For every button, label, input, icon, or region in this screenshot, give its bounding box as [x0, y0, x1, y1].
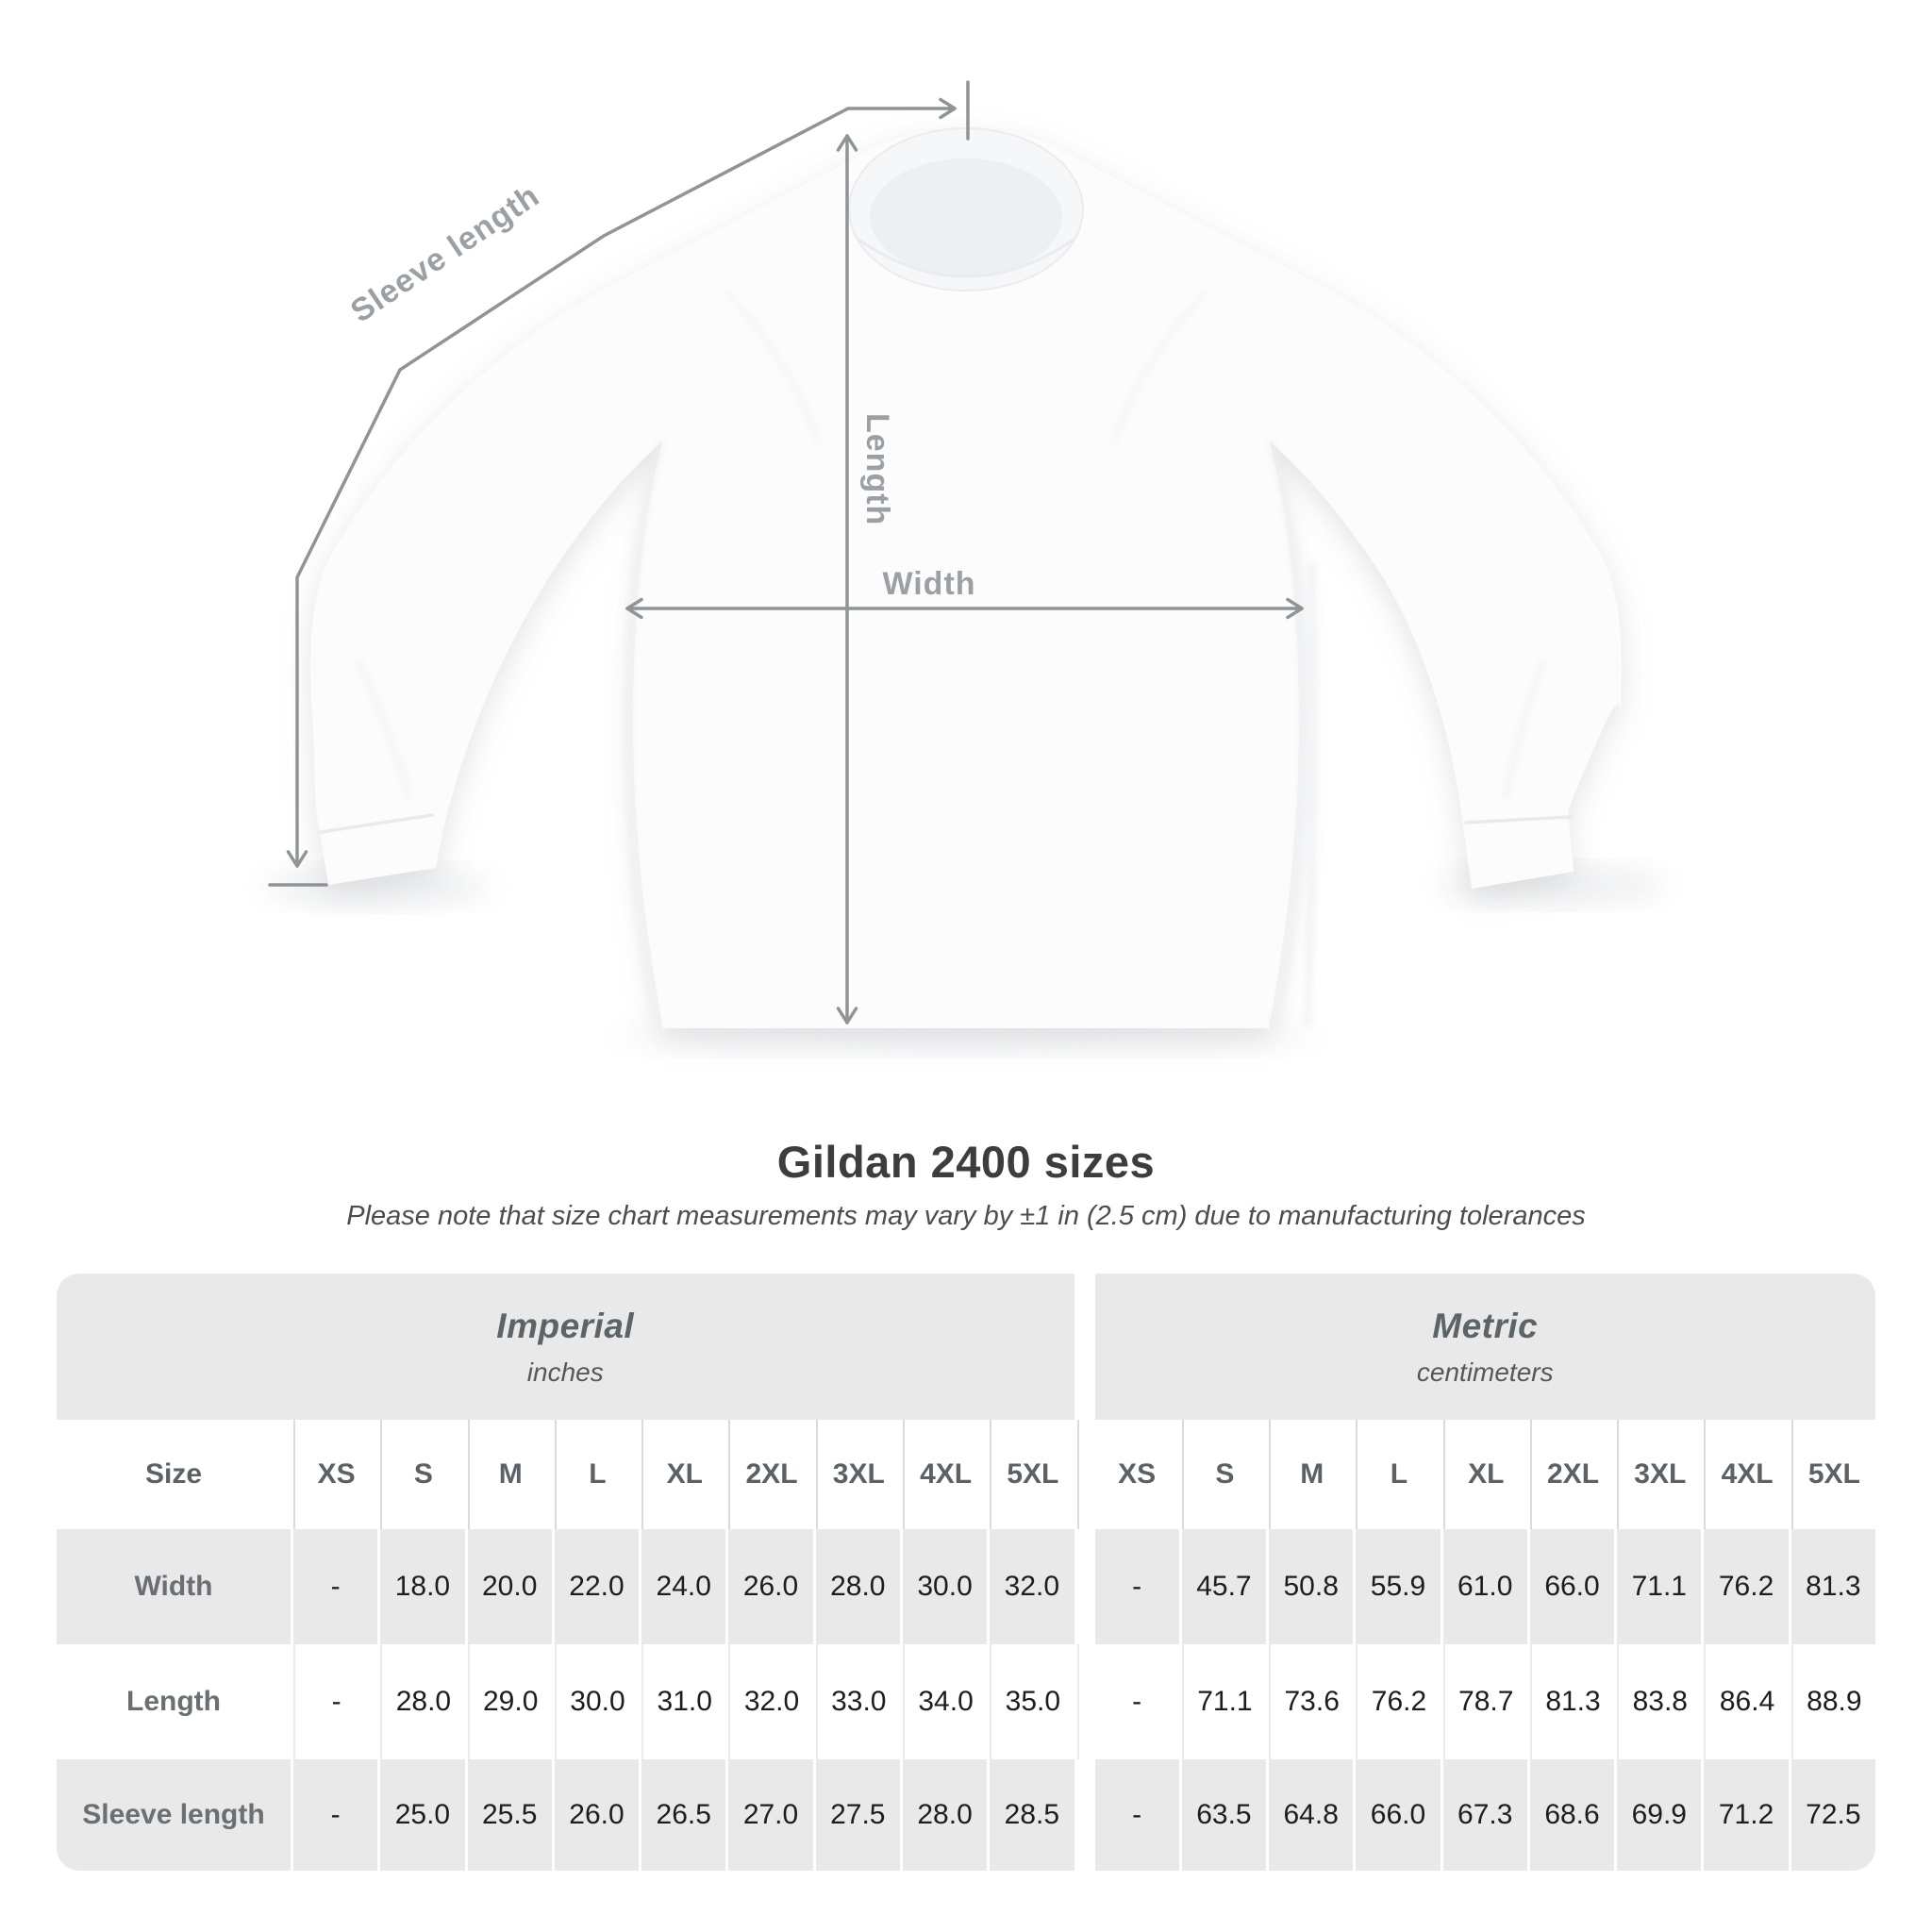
group-divider — [1077, 1529, 1092, 1644]
imperial-header — [57, 1274, 1074, 1420]
size-column-title: Size — [144, 1458, 203, 1490]
imperial-value-cell: 31.0 — [641, 1644, 725, 1759]
size-table-card — [57, 1274, 1875, 1871]
imperial-value-cell: 29.0 — [468, 1644, 552, 1759]
size-col-header: 5XL — [990, 1420, 1074, 1529]
imperial-value-cell: 26.0 — [728, 1529, 812, 1644]
metric-value-cell: 45.7 — [1182, 1529, 1266, 1644]
imperial-value-cell: 32.0 — [990, 1529, 1074, 1644]
measurement-row — [57, 1529, 1875, 1644]
imperial-value-cell: 34.0 — [903, 1644, 987, 1759]
imperial-value-cell: 25.0 — [380, 1759, 464, 1871]
metric-value-cell: 76.2 — [1704, 1529, 1788, 1644]
size-col-header: S — [380, 1420, 464, 1529]
metric-value-cell: 72.5 — [1791, 1759, 1875, 1871]
size-col-header: L — [1356, 1420, 1440, 1529]
metric-value-cell: 66.0 — [1530, 1529, 1614, 1644]
measurement-label: Sleeve length — [57, 1759, 291, 1871]
imperial-value-cell: 25.5 — [468, 1759, 552, 1871]
metric-value-cell: 66.0 — [1356, 1759, 1440, 1871]
width-label: Width — [882, 566, 976, 602]
imperial-value-cell: 22.0 — [555, 1529, 639, 1644]
tolerance-note: Please note that size chart measurements may vary by ±1 in (2.5 cm) due to manufacturing tolerances — [346, 1201, 1586, 1231]
metric-value-cell: 64.8 — [1269, 1759, 1353, 1871]
size-col-header: 4XL — [903, 1420, 987, 1529]
group-divider — [1077, 1759, 1092, 1871]
metric-value-cell: 55.9 — [1356, 1529, 1440, 1644]
metric-value-cell: - — [1095, 1529, 1179, 1644]
metric-value-cell: - — [1132, 1686, 1142, 1717]
size-col-header: 4XL — [1704, 1420, 1788, 1529]
imperial-value-cell: 30.0 — [903, 1529, 987, 1644]
shirt-collar — [849, 128, 1083, 291]
metric-value-cell: 88.9 — [1791, 1644, 1875, 1759]
metric-value-cell: 81.3 — [1791, 1529, 1875, 1644]
metric-value-cell: 68.6 — [1530, 1759, 1614, 1871]
imperial-value-cell: 30.0 — [555, 1644, 639, 1759]
size-col-header: M — [468, 1420, 552, 1529]
size-header-row — [57, 1420, 1875, 1529]
imperial-value-cell: 27.0 — [728, 1759, 812, 1871]
imperial-value-cell: 28.0 — [903, 1759, 987, 1871]
imperial-title: Imperial — [496, 1306, 635, 1345]
imperial-value-cell: - — [293, 1644, 377, 1759]
metric-value-cell: 81.3 — [1530, 1644, 1614, 1759]
group-divider — [1077, 1420, 1092, 1529]
imperial-value-cell: 26.5 — [641, 1759, 725, 1871]
imperial-value-cell: 28.0 — [816, 1529, 900, 1644]
metric-value-cell: 86.4 — [1704, 1644, 1788, 1759]
sleeve-length-label: Sleeve length — [343, 177, 546, 330]
size-col-header: XL — [641, 1420, 725, 1529]
metric-value-cell: - — [1095, 1759, 1179, 1871]
measurement-row — [57, 1759, 1875, 1871]
measurement-rows — [57, 1529, 1875, 1871]
metric-value-cell: 61.0 — [1443, 1529, 1527, 1644]
size-col-header: 3XL — [816, 1420, 900, 1529]
imperial-value-cell: 27.5 — [816, 1759, 900, 1871]
imperial-value-cell: - — [293, 1759, 377, 1871]
imperial-value-cell: 33.0 — [816, 1644, 900, 1759]
metric-value-cell: 63.5 — [1182, 1759, 1266, 1871]
imperial-value-cell: 20.0 — [468, 1529, 552, 1644]
metric-value-cell: 76.2 — [1356, 1644, 1440, 1759]
metric-value-cell: 83.8 — [1617, 1644, 1701, 1759]
metric-value-cell: 69.9 — [1617, 1759, 1701, 1871]
measurement-label: Length — [126, 1686, 221, 1717]
group-divider — [1077, 1644, 1092, 1759]
size-col-header: XS — [1118, 1458, 1157, 1490]
size-col-header: 5XL — [1791, 1420, 1875, 1529]
metric-value-cell: 71.1 — [1617, 1529, 1701, 1644]
size-col-header: XL — [1443, 1420, 1527, 1529]
imperial-value-cell: 24.0 — [641, 1529, 725, 1644]
imperial-value-cell: 26.0 — [555, 1759, 639, 1871]
size-col-header: L — [555, 1420, 639, 1529]
metric-value-cell: 73.6 — [1269, 1644, 1353, 1759]
size-col-header: S — [1182, 1420, 1266, 1529]
metric-value-cell: 71.1 — [1182, 1644, 1266, 1759]
unit-header-band — [57, 1274, 1875, 1420]
measurement-label: Width — [57, 1529, 291, 1644]
imperial-value-cell: 32.0 — [728, 1644, 812, 1759]
measurement-row — [57, 1644, 1875, 1759]
metric-value-cell: 71.2 — [1704, 1759, 1788, 1871]
size-col-header: 2XL — [1530, 1420, 1614, 1529]
metric-title: Metric — [1432, 1306, 1539, 1345]
metric-value-cell: 50.8 — [1269, 1529, 1353, 1644]
imperial-value-cell: - — [293, 1529, 377, 1644]
metric-value-cell: 67.3 — [1443, 1759, 1527, 1871]
size-col-header: XS — [293, 1420, 377, 1529]
imperial-unit: inches — [526, 1357, 604, 1387]
imperial-value-cell: 18.0 — [380, 1529, 464, 1644]
page-title: Gildan 2400 sizes — [776, 1137, 1156, 1187]
imperial-value-cell: 28.0 — [380, 1644, 464, 1759]
imperial-value-cell: 28.5 — [990, 1759, 1074, 1871]
size-col-header: M — [1269, 1420, 1353, 1529]
length-label: Length — [859, 413, 895, 526]
metric-header — [1095, 1274, 1876, 1420]
size-col-header: 2XL — [728, 1420, 812, 1529]
size-col-header: 3XL — [1617, 1420, 1701, 1529]
metric-unit: centimeters — [1416, 1357, 1554, 1387]
imperial-value-cell: 35.0 — [990, 1644, 1074, 1759]
metric-value-cell: 78.7 — [1443, 1644, 1527, 1759]
